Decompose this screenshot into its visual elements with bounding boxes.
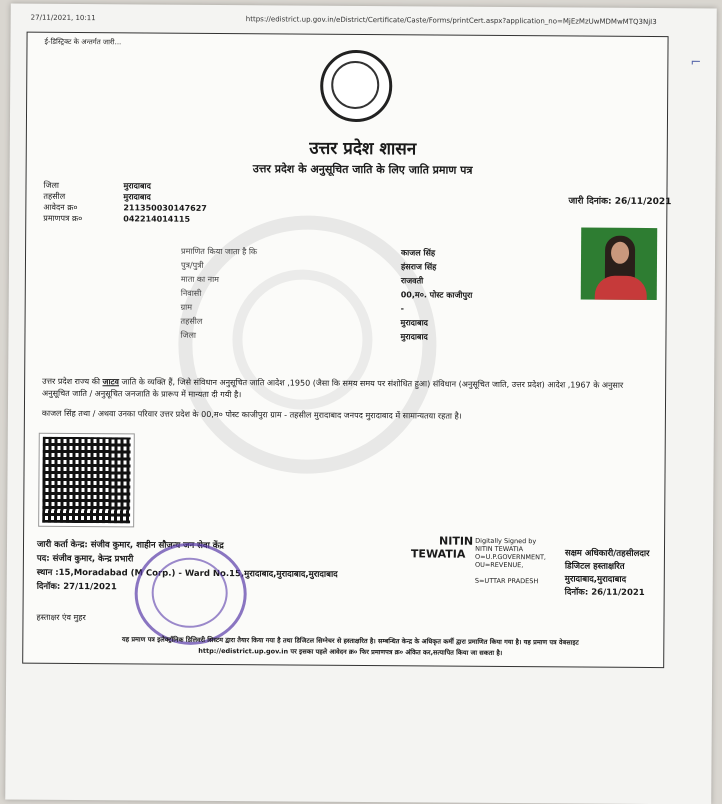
digital-signature: NITIN TEWATIA Digitally Signed by NITIN TEWATIA O=U.P.GOVERNMENT, OU=REVENUE, S=UTTAR PRADESH	[410, 534, 547, 586]
caste-name: जाटव	[102, 377, 120, 387]
handwritten-notes: ⌐	[690, 55, 702, 71]
detail-row: तहसील मुरादाबाद	[180, 316, 428, 328]
meta-row-certificate-no: प्रमाणपत्र क्र० 042214014115	[43, 213, 191, 224]
detail-row: माता का नाम राजवती	[180, 274, 424, 286]
seal-stamp-icon	[134, 542, 247, 645]
footer-note: यह प्रमाण पत्र इलेक्ट्रॉनिक डिलिवरी सिस्टम द्वारा तैयार किया गया है तथा डिजिटल सिग्नेचर से हस्ताक्षरित है। सम्बन्धित केन्द्र के अधिकृत कर्मी द्वारा प्रमाणित किया गया है। यह प्रमाण पत्र वेबसाइट http://edistrict.up.gov.in पर इसका पहले आवेदन क्र० फिर प्रमाणपत्र क्र० अंकित कर,सत्यापित किया जा सकता है।	[121, 635, 579, 657]
print-header	[31, 14, 657, 26]
certificate-sheet	[5, 4, 717, 804]
signature-seal-label: हस्ताक्षर एंव मुहर	[36, 612, 86, 623]
issue-date: जारी दिनांक: 26/11/2021	[568, 196, 672, 208]
issuer-block: जारी कर्ता केन्द्र: संजीव कुमार, शाहीन सौजन्य जन सेवा केंद्र पद: संजीव कुमार, केन्द्र प्रभारी स्थान :15,Moradabad (M Corp.) - Ward No.15,मुरादाबाद,मुरादाबाद,मुरादाबाद दिनॉक: 27/11/2021	[36, 539, 338, 593]
applicant-details	[180, 245, 472, 345]
up-emblem-icon	[320, 50, 393, 123]
issued-by-label: ई-डिस्ट्रिक्ट के अन्तर्गत जारी...	[44, 37, 122, 47]
government-title: उत्तर प्रदेश शासन	[309, 138, 417, 160]
caste-statement: उत्तर प्रदेश राज्य की जाटव जाति के व्यक्ति हैं, जिसे संविधान अनुसूचित जाति आदेश ,1950 (जैसा कि समय समय पर संशोधित हुआ) संविधान (अनुसूचित जाति, उत्तर प्रदेश) आदेश ,1967 के अनुसार अनुसूचित जाति / अनुसूचित जनजाति के प्रारूप में मान्यता दी गयी है।	[42, 376, 624, 400]
authority-block: सक्षम अधिकारी/तहसीलदार डिजिटल हस्ताक्षरित मुरादाबाद,मुरादाबाद दिनॉक: 26/11/2021	[564, 548, 650, 598]
print-date: 27/11/2021, 10:11	[30, 13, 96, 23]
qr-code-icon	[39, 434, 134, 527]
meta-row-application-no: आवेदन क्र० 211350030147627	[43, 202, 207, 213]
detail-row: प्रमाणित किया जाता है कि काजल सिंह	[181, 246, 436, 258]
applicant-photo	[581, 228, 658, 301]
residence-statement: काजल सिंह तथा / अथवा उनका परिवार उत्तर प्रदेश के 00,म० पोस्ट काजीपुरा ग्राम - तहसील मुरादाबाद जनपद मुरादाबाद में सामान्यतया रहता है।	[41, 408, 462, 421]
print-url: https://edistrict.up.gov.in/eDistrict/Certificate/Caste/Forms/printCert.aspx?application_no=MjEzMzUwMDMwMTQ3NjI3	[245, 15, 657, 27]
detail-row: पुत्र/पुत्री हंसराज सिंह	[180, 260, 437, 272]
certificate-title: उत्तर प्रदेश के अनुसूचित जाति के लिए जाति प्रमाण पत्र	[252, 162, 473, 177]
detail-row: जिला मुरादाबाद	[180, 330, 428, 342]
meta-row-tehsil: तहसील मुरादाबाद	[43, 191, 151, 202]
meta-block	[43, 180, 207, 225]
meta-row-district: जिला मुरादाबाद	[43, 180, 151, 191]
detail-row: निवासी 00,म०. पोस्ट काजीपुरा	[180, 288, 473, 300]
detail-row: ग्राम -	[180, 302, 405, 314]
